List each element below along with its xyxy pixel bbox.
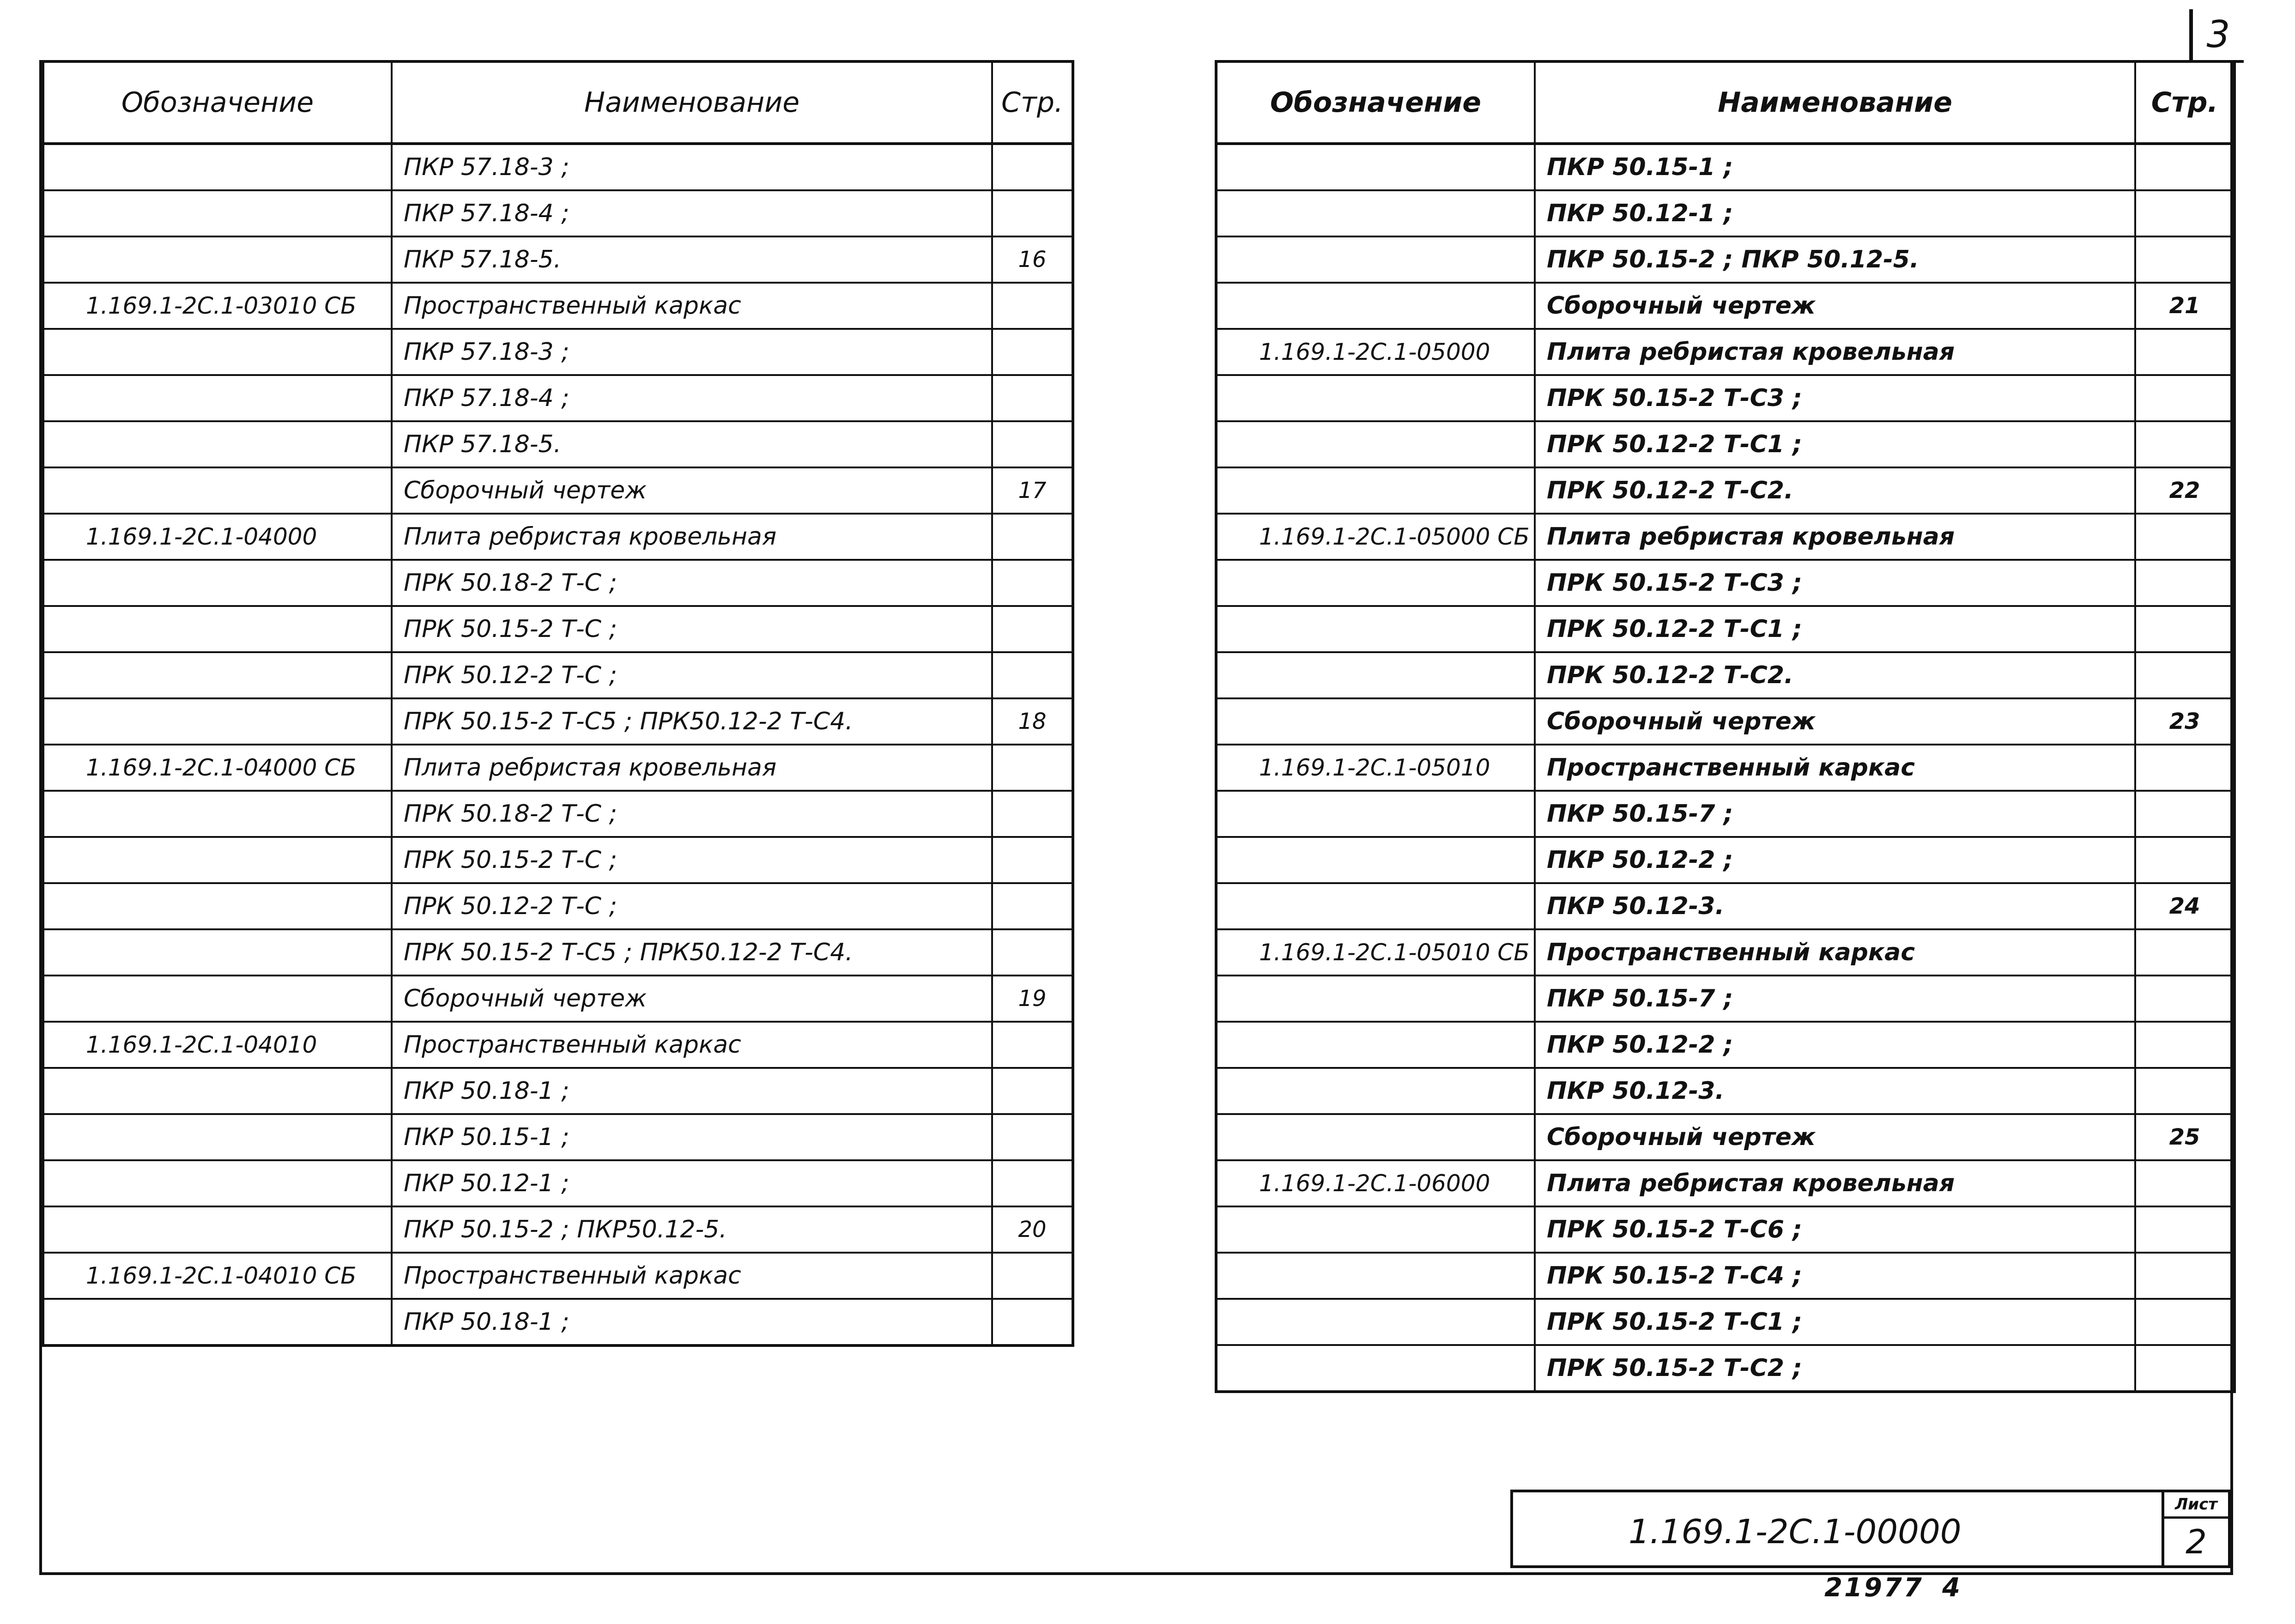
- row-designation: [1216, 1345, 1535, 1392]
- table-row: [1216, 652, 2234, 698]
- row-page: [2135, 1068, 2234, 1114]
- row-name: Пространственный каркас: [1535, 745, 2135, 791]
- row-page: [2135, 560, 2234, 606]
- row-page: [2135, 1299, 2234, 1345]
- row-designation: 1.169.1-2С.1-04000: [43, 514, 392, 560]
- table-row: [43, 560, 1073, 606]
- row-page: [2135, 421, 2234, 467]
- row-designation: [43, 190, 392, 236]
- row-page: [992, 1253, 1073, 1299]
- table-row: [1216, 144, 2234, 190]
- row-designation: [1216, 1114, 1535, 1160]
- stamp-document-code: 1.169.1-2С.1-00000: [1513, 1492, 2164, 1565]
- row-designation: [43, 976, 392, 1022]
- row-name: ПРК 50.12-2 Т-С1 ;: [1535, 606, 2135, 652]
- row-designation: [43, 606, 392, 652]
- table-row: [43, 236, 1073, 283]
- row-page: 19: [992, 976, 1073, 1022]
- table-row: [43, 976, 1073, 1022]
- right-table-body: [1216, 144, 2234, 1392]
- row-page: [992, 329, 1073, 375]
- table-row: [1216, 560, 2234, 606]
- left-header-row: [43, 61, 1073, 144]
- table-row: [1216, 236, 2234, 283]
- row-name: ПКР 57.18-5.: [392, 236, 992, 283]
- row-designation: 1.169.1-2С.1-04010: [43, 1022, 392, 1068]
- row-designation: [43, 698, 392, 745]
- table-row: [1216, 837, 2234, 883]
- table-row: [1216, 1114, 2234, 1160]
- table-row: [1216, 883, 2234, 929]
- header-name: Наименование: [1535, 61, 2135, 144]
- row-page: [2135, 329, 2234, 375]
- row-name: ПРК 50.12-2 Т-С ;: [392, 883, 992, 929]
- row-page: [2135, 1160, 2234, 1206]
- row-page: [992, 606, 1073, 652]
- row-page: 21: [2135, 283, 2234, 329]
- row-page: [992, 144, 1073, 190]
- row-name: Сборочный чертеж: [1535, 1114, 2135, 1160]
- row-designation: [43, 1299, 392, 1345]
- row-name: Сборочный чертеж: [1535, 283, 2135, 329]
- table-row: [1216, 929, 2234, 976]
- header-page: Стр.: [992, 61, 1073, 144]
- table-row: [43, 1114, 1073, 1160]
- row-name: Сборочный чертеж: [392, 467, 992, 514]
- row-name: ПКР 57.18-4 ;: [392, 190, 992, 236]
- table-row: [1216, 606, 2234, 652]
- row-name: ПКР 50.15-7 ;: [1535, 791, 2135, 837]
- row-designation: [1216, 467, 1535, 514]
- row-page: 23: [2135, 698, 2234, 745]
- table-row: [1216, 1160, 2234, 1206]
- row-page: [992, 929, 1073, 976]
- row-page: [992, 1022, 1073, 1068]
- row-page: [2135, 1022, 2234, 1068]
- left-table-body: [43, 144, 1073, 1345]
- row-page: [2135, 652, 2234, 698]
- row-name: ПКР 50.15-2 ; ПКР50.12-5.: [392, 1206, 992, 1253]
- row-page: [992, 791, 1073, 837]
- row-name: ПРК 50.15-2 Т-С ;: [392, 606, 992, 652]
- table-row: [1216, 283, 2234, 329]
- row-page: [2135, 929, 2234, 976]
- table-row: [43, 467, 1073, 514]
- row-page: [992, 1160, 1073, 1206]
- row-page: [2135, 791, 2234, 837]
- row-designation: [43, 467, 392, 514]
- table-row: [1216, 421, 2234, 467]
- row-designation: [1216, 1206, 1535, 1253]
- row-name: ПКР 50.12-3.: [1535, 883, 2135, 929]
- row-designation: [1216, 837, 1535, 883]
- table-row: [43, 1160, 1073, 1206]
- row-designation: [1216, 421, 1535, 467]
- row-name: ПРК 50.12-2 Т-С2.: [1535, 467, 2135, 514]
- row-name: Плита ребристая кровельная: [1535, 1160, 2135, 1206]
- row-name: ПРК 50.18-2 Т-С ;: [392, 791, 992, 837]
- table-row: [43, 421, 1073, 467]
- row-designation: [43, 1068, 392, 1114]
- row-name: ПКР 50.12-1 ;: [1535, 190, 2135, 236]
- table-row: [43, 745, 1073, 791]
- table-row: [43, 283, 1073, 329]
- row-designation: 1.169.1-2С.1-05000 СБ: [1216, 514, 1535, 560]
- row-page: [992, 375, 1073, 421]
- row-page: [992, 883, 1073, 929]
- archive-code: 21977: [1824, 1573, 1924, 1603]
- table-row: [1216, 329, 2234, 375]
- archive-mark: 4: [1942, 1573, 1960, 1603]
- table-row: [43, 329, 1073, 375]
- row-name: Плита ребристая кровельная: [1535, 514, 2135, 560]
- row-designation: 1.169.1-2С.1-06000: [1216, 1160, 1535, 1206]
- row-name: ПКР 50.12-1 ;: [392, 1160, 992, 1206]
- table-row: [43, 1022, 1073, 1068]
- row-page: [992, 652, 1073, 698]
- row-page: [992, 514, 1073, 560]
- table-row: [1216, 976, 2234, 1022]
- row-page: 24: [2135, 883, 2234, 929]
- row-page: [992, 1299, 1073, 1345]
- table-row: [1216, 1299, 2234, 1345]
- row-name: ПКР 50.18-1 ;: [392, 1299, 992, 1345]
- row-page: [2135, 745, 2234, 791]
- table-row: [1216, 1253, 2234, 1299]
- row-designation: [43, 560, 392, 606]
- right-header-row: [1216, 61, 2234, 144]
- stamp-sheet-number: 2: [2186, 1522, 2207, 1561]
- row-page: [992, 1068, 1073, 1114]
- row-designation: [43, 375, 392, 421]
- row-designation: [43, 837, 392, 883]
- table-row: [43, 1253, 1073, 1299]
- row-page: [992, 283, 1073, 329]
- row-page: [992, 745, 1073, 791]
- row-designation: [1216, 1299, 1535, 1345]
- row-designation: [1216, 560, 1535, 606]
- row-designation: [43, 1160, 392, 1206]
- row-page: [2135, 606, 2234, 652]
- row-page: 25: [2135, 1114, 2234, 1160]
- row-designation: [43, 1206, 392, 1253]
- table-row: [1216, 1206, 2234, 1253]
- table-row: [43, 837, 1073, 883]
- row-page: [2135, 375, 2234, 421]
- row-name: ПРК 50.15-2 Т-С4 ;: [1535, 1253, 2135, 1299]
- row-page: [2135, 236, 2234, 283]
- table-row: [43, 514, 1073, 560]
- row-designation: [43, 144, 392, 190]
- row-page: [2135, 1206, 2234, 1253]
- row-name: Сборочный чертеж: [1535, 698, 2135, 745]
- row-designation: [43, 421, 392, 467]
- row-designation: 1.169.1-2С.1-04000 СБ: [43, 745, 392, 791]
- row-designation: [1216, 283, 1535, 329]
- row-designation: [1216, 883, 1535, 929]
- table-row: [43, 1206, 1073, 1253]
- table-row: [43, 929, 1073, 976]
- stamp-sheet-label: Лист: [2164, 1492, 2228, 1519]
- header-name: Наименование: [392, 61, 992, 144]
- row-name: ПКР 57.18-3 ;: [392, 329, 992, 375]
- row-page: 16: [992, 236, 1073, 283]
- row-designation: [1216, 1068, 1535, 1114]
- table-row: [43, 652, 1073, 698]
- table-row: [1216, 375, 2234, 421]
- row-name: ПКР 50.15-2 ; ПКР 50.12-5.: [1535, 236, 2135, 283]
- row-name: Плита ребристая кровельная: [392, 514, 992, 560]
- row-designation: 1.169.1-2С.1-05010 СБ: [1216, 929, 1535, 976]
- row-page: [992, 837, 1073, 883]
- row-name: Плита ребристая кровельная: [1535, 329, 2135, 375]
- row-designation: [1216, 791, 1535, 837]
- table-row: [43, 1068, 1073, 1114]
- header-page: Стр.: [2135, 61, 2234, 144]
- row-name: Пространственный каркас: [1535, 929, 2135, 976]
- row-designation: [1216, 375, 1535, 421]
- row-name: ПРК 50.15-2 Т-С6 ;: [1535, 1206, 2135, 1253]
- table-row: [1216, 1022, 2234, 1068]
- row-designation: [43, 236, 392, 283]
- row-designation: [43, 1114, 392, 1160]
- row-name: ПРК 50.12-2 Т-С2.: [1535, 652, 2135, 698]
- row-name: ПРК 50.15-2 Т-С3 ;: [1535, 375, 2135, 421]
- row-page: [2135, 190, 2234, 236]
- table-row: [43, 375, 1073, 421]
- row-page: [2135, 514, 2234, 560]
- row-designation: [1216, 1022, 1535, 1068]
- row-name: ПКР 50.12-2 ;: [1535, 837, 2135, 883]
- row-name: ПКР 50.12-2 ;: [1535, 1022, 2135, 1068]
- row-name: Пространственный каркас: [392, 1253, 992, 1299]
- row-name: ПКР 50.15-1 ;: [392, 1114, 992, 1160]
- row-designation: 1.169.1-2С.1-05010: [1216, 745, 1535, 791]
- row-page: 17: [992, 467, 1073, 514]
- table-row: [43, 791, 1073, 837]
- row-name: ПКР 50.12-3.: [1535, 1068, 2135, 1114]
- row-name: ПРК 50.12-2 Т-С ;: [392, 652, 992, 698]
- row-designation: [1216, 236, 1535, 283]
- table-row: [1216, 791, 2234, 837]
- row-designation: 1.169.1-2С.1-05000: [1216, 329, 1535, 375]
- table-row: [1216, 467, 2234, 514]
- row-name: ПРК 50.15-2 Т-С ;: [392, 837, 992, 883]
- row-designation: [43, 329, 392, 375]
- row-name: ПКР 50.15-1 ;: [1535, 144, 2135, 190]
- row-name: Пространственный каркас: [392, 1022, 992, 1068]
- row-name: ПКР 57.18-5.: [392, 421, 992, 467]
- header-designation: Обозначение: [43, 61, 392, 144]
- right-spec-table: [1215, 60, 2236, 1393]
- table-row: [1216, 698, 2234, 745]
- table-row: [1216, 514, 2234, 560]
- row-name: ПКР 57.18-4 ;: [392, 375, 992, 421]
- row-designation: [1216, 698, 1535, 745]
- row-name: ПКР 50.15-7 ;: [1535, 976, 2135, 1022]
- row-page: [2135, 837, 2234, 883]
- row-page: [2135, 144, 2234, 190]
- row-name: ПРК 50.18-2 Т-С ;: [392, 560, 992, 606]
- row-name: ПРК 50.15-2 Т-С3 ;: [1535, 560, 2135, 606]
- table-row: [43, 144, 1073, 190]
- table-row: [1216, 1068, 2234, 1114]
- row-designation: [1216, 976, 1535, 1022]
- table-row: [1216, 745, 2234, 791]
- row-name: ПКР 50.18-1 ;: [392, 1068, 992, 1114]
- row-designation: 1.169.1-2С.1-03010 СБ: [43, 283, 392, 329]
- table-row: [43, 1299, 1073, 1345]
- row-page: [2135, 1345, 2234, 1392]
- row-page: [992, 190, 1073, 236]
- table-row: [1216, 190, 2234, 236]
- table-row: [43, 190, 1073, 236]
- title-stamp: [1510, 1490, 2231, 1568]
- row-designation: [43, 652, 392, 698]
- header-designation: Обозначение: [1216, 61, 1535, 144]
- table-row: [43, 698, 1073, 745]
- row-page: 22: [2135, 467, 2234, 514]
- row-page: [2135, 1253, 2234, 1299]
- row-page: [992, 560, 1073, 606]
- row-name: ПРК 50.15-2 Т-С1 ;: [1535, 1299, 2135, 1345]
- sheet-corner-number: 3: [2189, 9, 2244, 63]
- row-page: [992, 1114, 1073, 1160]
- table-row: [43, 606, 1073, 652]
- row-designation: [43, 929, 392, 976]
- row-name: Сборочный чертеж: [392, 976, 992, 1022]
- row-designation: [1216, 190, 1535, 236]
- row-page: 20: [992, 1206, 1073, 1253]
- row-page: [992, 421, 1073, 467]
- row-page: 18: [992, 698, 1073, 745]
- row-designation: [1216, 144, 1535, 190]
- row-page: [2135, 976, 2234, 1022]
- row-name: ПРК 50.15-2 Т-С5 ; ПРК50.12-2 Т-С4.: [392, 929, 992, 976]
- row-name: ПРК 50.12-2 Т-С1 ;: [1535, 421, 2135, 467]
- row-name: ПКР 57.18-3 ;: [392, 144, 992, 190]
- left-spec-table: [42, 60, 1074, 1347]
- row-name: Плита ребристая кровельная: [392, 745, 992, 791]
- row-name: ПРК 50.15-2 Т-С2 ;: [1535, 1345, 2135, 1392]
- row-name: Пространственный каркас: [392, 283, 992, 329]
- row-designation: 1.169.1-2С.1-04010 СБ: [43, 1253, 392, 1299]
- table-row: [1216, 1345, 2234, 1392]
- row-designation: [1216, 1253, 1535, 1299]
- row-designation: [1216, 652, 1535, 698]
- row-designation: [1216, 606, 1535, 652]
- row-designation: [43, 791, 392, 837]
- table-row: [43, 883, 1073, 929]
- row-name: ПРК 50.15-2 Т-С5 ; ПРК50.12-2 Т-С4.: [392, 698, 992, 745]
- row-designation: [43, 883, 392, 929]
